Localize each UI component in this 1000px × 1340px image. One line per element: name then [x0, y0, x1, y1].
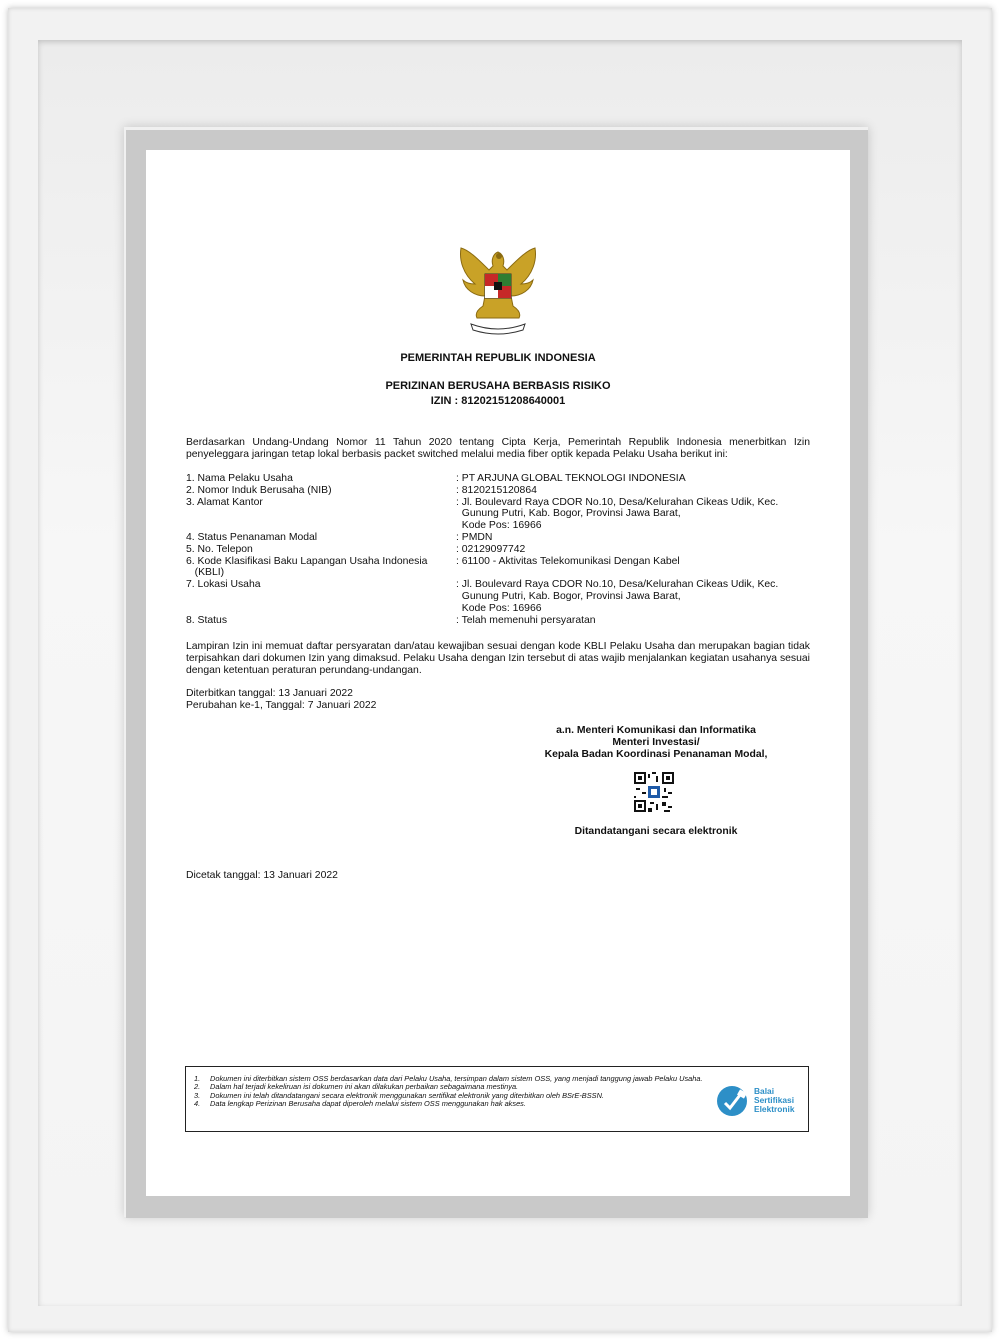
detail-row: [186, 497, 810, 509]
detail-label: 7. Lokasi Usaha: [186, 579, 261, 591]
detail-label: [186, 508, 456, 520]
detail-label: 2. Nomor Induk Berusaha (NIB): [186, 484, 332, 496]
detail-label: 3. Alamat Kantor: [186, 496, 263, 508]
detail-value: : PT ARJUNA GLOBAL TEKNOLOGI INDONESIA: [456, 473, 686, 484]
detail-label: [186, 591, 456, 603]
document-title: PERIZINAN BERUSAHA BERBASIS RISIKO: [385, 380, 611, 392]
intro-paragraph: Berdasarkan Undang-Undang Nomor 11 Tahun 2020 tentang Cipta Kerja, Pemerintah Republik Indonesia menerbitkan Izin penyeleggara jaringan tetap lokal berbasis packet switched melalui media fiber optik kepada Pelaku Usaha berikut ini:: [186, 437, 810, 460]
detail-label: 4. Status Penanaman Modal: [186, 531, 318, 543]
detail-row: [186, 508, 810, 520]
detail-row: [186, 556, 810, 568]
electronic-signature-note: Ditandatangani secara elektronik: [574, 826, 738, 837]
permit-number: IZIN : 81202151208640001: [430, 395, 566, 407]
detail-value: Gunung Putri, Kab. Bogor, Provinsi Jawa Barat,: [456, 508, 681, 520]
detail-label: 6. Kode Klasifikasi Baku Lapangan Usaha Indonesia: [186, 555, 428, 567]
detail-value: : PMDN: [456, 531, 493, 543]
issue-info: [186, 688, 376, 712]
detail-value: Kode Pos: 16966: [456, 520, 542, 532]
detail-value: : Jl. Boulevard Raya CDOR No.10, Desa/Kelurahan Cikeas Udik, Kec.: [456, 579, 779, 591]
detail-value: Kode Pos: 16966: [456, 602, 542, 614]
bsre-logo-text: Balai Sertifikasi Elektronik: [754, 1086, 795, 1114]
detail-label: 8. Status: [186, 614, 228, 626]
certificate-paper: [146, 150, 850, 1196]
detail-value: : 61100 - Aktivitas Telekomunikasi Dengan Kabel: [456, 555, 680, 567]
detail-label: [186, 520, 456, 532]
detail-value: : 8120215120864: [456, 484, 537, 496]
detail-label: 1. Nama Pelaku Usaha: [186, 473, 293, 484]
signature-block: [526, 725, 786, 761]
detail-row: [186, 532, 810, 544]
signatory-line: Kepala Badan Koordinasi Penanaman Modal,: [544, 749, 768, 760]
detail-row: [186, 544, 810, 556]
footer-notes: [194, 1075, 714, 1109]
footer-note-item: 4. Data lengkap Perizinan Berusaha dapat diperoleh melalui sistem OSS menggunakan hak akses.: [194, 1099, 526, 1109]
detail-value: Gunung Putri, Kab. Bogor, Provinsi Jawa Barat,: [456, 590, 681, 602]
footer-note-item: 2. Dalam hal terjadi kekeliruan isi dokumen ini akan dilakukan perbaikan sebagaimana mestinya.: [194, 1082, 519, 1092]
footer-note-item: 3. Dokumen ini telah ditandatangani secara elektronik menggunakan sertifikat elektronik yang diterbitkan oleh BSrE-BSSN.: [194, 1090, 604, 1100]
bsre-logo: [716, 1083, 806, 1119]
qr-code-icon: [634, 772, 674, 812]
revision-date: Perubahan ke-1, Tanggal: 7 Januari 2022: [186, 700, 377, 711]
signatory-line: a.n. Menteri Komunikasi dan Informatika: [556, 725, 756, 736]
garuda-emblem-icon: [453, 240, 543, 336]
detail-value: : Telah memenuhi persyaratan: [456, 614, 596, 626]
detail-row: [186, 591, 810, 603]
attachment-paragraph: Lampiran Izin ini memuat daftar persyaratan dan/atau kewajiban sesuai dengan kode KBLI Pelaku Usaha dan merupakan bagian tidak terpisahkan dari dokumen Izin yang dimaksud. Pelaku Usaha dengan Izin tersebut di atas wajib menjalankan kegiatan usahanya sesuai dengan ketentuan peraturan perundang-undangan.: [186, 641, 810, 676]
footer-notes-box: [185, 1066, 809, 1132]
detail-value: [456, 567, 810, 579]
detail-row: [186, 603, 810, 615]
detail-value: : 02129097742: [456, 543, 526, 555]
detail-label: [186, 603, 456, 615]
detail-value: : Jl. Boulevard Raya CDOR No.10, Desa/Kelurahan Cikeas Udik, Kec.: [456, 496, 779, 508]
signatory-line: Menteri Investasi/: [612, 737, 700, 748]
detail-row: [186, 579, 810, 591]
detail-row: [186, 567, 810, 579]
detail-label: (KBLI): [186, 567, 225, 579]
government-heading: PEMERINTAH REPUBLIK INDONESIA: [400, 352, 596, 364]
printed-date: Dicetak tanggal: 13 Januari 2022: [186, 870, 338, 881]
detail-row: [186, 520, 810, 532]
certificate-document: [146, 150, 850, 1196]
issued-date: Diterbitkan tanggal: 13 Januari 2022: [186, 688, 353, 699]
bsre-logo-icon: [716, 1085, 750, 1117]
business-details: [186, 473, 810, 626]
detail-row: [186, 485, 810, 497]
footer-note-item: 1. Dokumen ini diterbitkan sistem OSS berdasarkan data dari Pelaku Usaha, tersimpan dalam sistem OSS, yang menjadi tanggung jawab Pelaku Usaha.: [194, 1074, 703, 1083]
detail-row: [186, 473, 810, 485]
detail-row: [186, 615, 810, 627]
detail-label: 5. No. Telepon: [186, 543, 253, 555]
